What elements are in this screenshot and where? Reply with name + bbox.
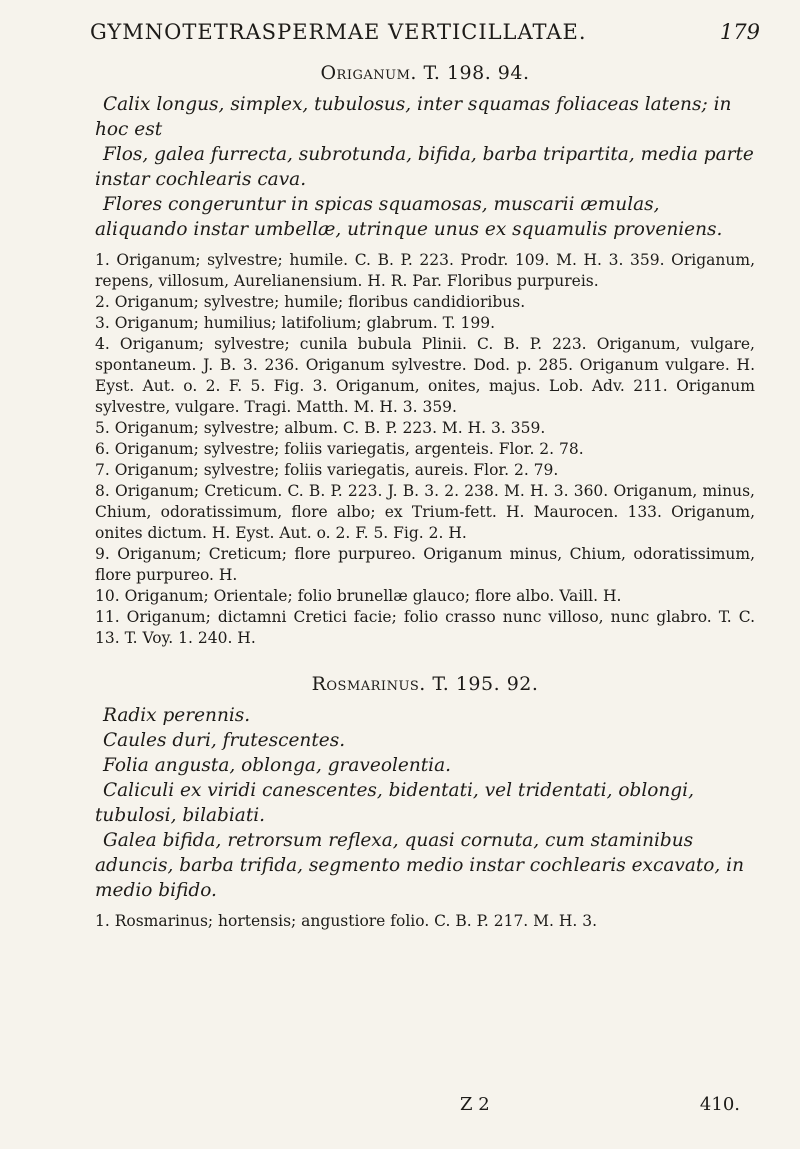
description-line: Folia angusta, oblonga, graveolentia. (103, 755, 452, 776)
description-line: Flores congeruntur in spicas squamosas, muscarii æmulas, aliquando instar umbellæ, utrinque unus ex squamulis proveniens. (95, 194, 723, 240)
signature-mark: Z 2 (460, 1094, 490, 1115)
catchword: 410. (699, 1094, 740, 1115)
description-line: Caliculi ex viridi canescentes, bidentati, vel tridentati, oblongi, tubulosi, bilabiati. (95, 780, 694, 826)
entry: 1. Rosmarinus; hortensis; angustiore folio. C. B. P. 217. M. H. 3. (95, 912, 598, 930)
description-line: Galea bifida, retrorsum reflexa, quasi cornuta, cum staminibus aduncis, barba trifida, segmento medio instar cochlearis excavato, in medio bifido. (95, 830, 745, 901)
text-body (95, 58, 755, 932)
entry: 10. Origanum; Orientale; folio brunellæ glauco; flore albo. Vaill. H. (95, 587, 622, 605)
section-title-rosmarinus: Rosmarinus. T. 195. 92. (311, 673, 539, 695)
rosmarinus-description (95, 703, 755, 903)
entry: 8. Origanum; Creticum. C. B. P. 223. J. B. 3. 2. 238. M. H. 3. 360. Origanum, minus, Chium, odoratissimum, flore albo; ex Trium-fett. H. Maurocen. 133. Origanum, onites dictum. H. Eyst. Aut. o. 2. F. 5. Fig. 2. H. (95, 482, 755, 542)
entry: 1. Origanum; sylvestre; humile. C. B. P. 223. Prodr. 109. M. H. 3. 359. Origanum, repens, villosum, Aurelianensium. H. R. Par. Floribus purpureis. (95, 251, 755, 290)
footer (460, 1094, 740, 1115)
entry: 4. Origanum; sylvestre; cunila bubula Plinii. C. B. P. 223. Origanum, vulgare, spontaneum. J. B. 3. 236. Origanum sylvestre. Dod. p. 285. Origanum vulgare. H. Eyst. Aut. o. 2. F. 5. Fig. 3. Origanum, onites, majus. Lob. Adv. 211. Origanum sylvestre, vulgare. Tragi. Matth. M. H. 3. 359. (95, 335, 755, 416)
running-header (90, 20, 760, 44)
page-number: 179 (719, 20, 760, 44)
description-line: Calix longus, simplex, tubulosus, inter squamas foliaceas latens; in hoc est (95, 94, 732, 140)
rosmarinus-entries (95, 911, 755, 932)
entry: 7. Origanum; sylvestre; foliis variegatis, aureis. Flor. 2. 79. (95, 461, 559, 479)
origanum-entries (95, 250, 755, 649)
section-title-origanum: Origanum. T. 198. 94. (320, 62, 530, 84)
origanum-description (95, 92, 755, 242)
entry: 5. Origanum; sylvestre; album. C. B. P. 223. M. H. 3. 359. (95, 419, 546, 437)
entry: 2. Origanum; sylvestre; humile; floribus candidioribus. (95, 293, 526, 311)
description-line: Caules duri, frutescentes. (103, 730, 346, 751)
running-title: GYMNOTETRASPERMAE VERTICILLATAE. (90, 20, 587, 44)
description-line: Flos, galea furrecta, subrotunda, bifida, barba tripartita, media parte instar cochlearis cava. (95, 144, 754, 190)
description-line: Radix perennis. (103, 705, 251, 726)
entry: 6. Origanum; sylvestre; foliis variegatis, argenteis. Flor. 2. 78. (95, 440, 584, 458)
entry: 3. Origanum; humilius; latifolium; glabrum. T. 199. (95, 314, 495, 332)
entry: 9. Origanum; Creticum; flore purpureo. Origanum minus, Chium, odoratissimum, flore purpureo. H. (95, 545, 755, 584)
entry: 11. Origanum; dictamni Cretici facie; folio crasso nunc villoso, nunc glabro. T. C. 13. T. Voy. 1. 240. H. (95, 608, 755, 647)
